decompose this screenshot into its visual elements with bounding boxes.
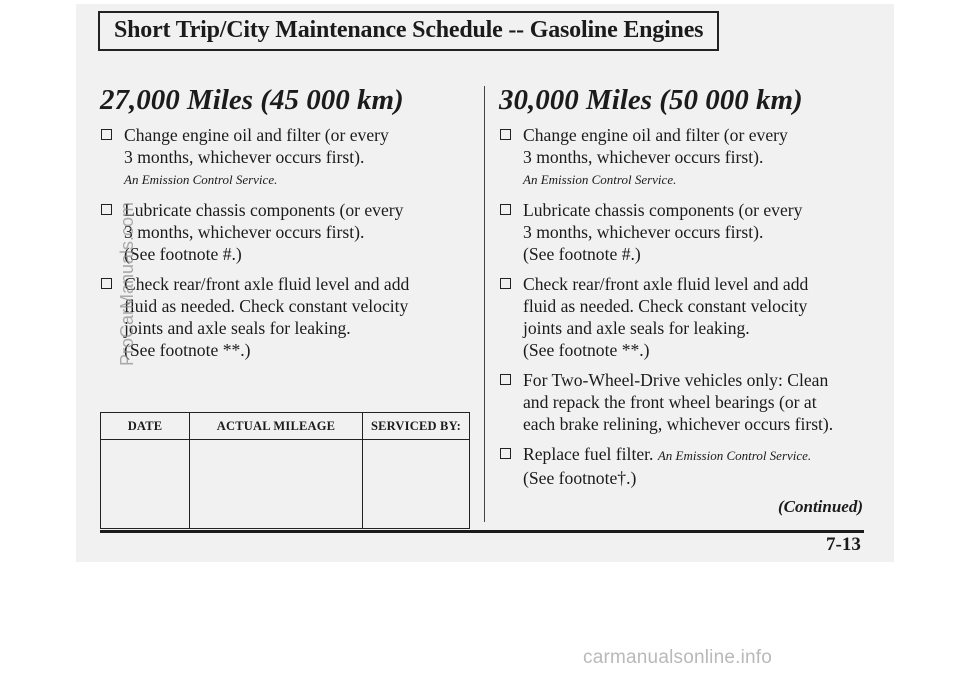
item-text: Change engine oil and filter (or every	[523, 125, 788, 145]
item-text: joints and axle seals for leaking.	[124, 318, 351, 338]
item-text: fluid as needed. Check constant velocity	[523, 296, 808, 316]
mileage-header: ACTUAL MILEAGE	[190, 413, 363, 440]
item-text: Lubricate chassis components (or every	[124, 200, 404, 220]
serviced-by-header: SERVICED BY:	[363, 413, 470, 440]
schedule-title: Short Trip/City Maintenance Schedule -- Gasoline Engines	[114, 17, 704, 43]
checkbox-icon[interactable]	[101, 204, 112, 215]
item-text: (See footnote†.)	[523, 468, 637, 488]
item-text: Lubricate chassis components (or every	[523, 200, 803, 220]
emission-note: An Emission Control Service.	[523, 172, 677, 187]
item-text: (See footnote #.)	[124, 244, 242, 264]
date-header: DATE	[101, 413, 190, 440]
item-text: Check rear/front axle fluid level and add	[523, 274, 809, 294]
item-text: (See footnote **.)	[523, 340, 650, 360]
schedule-header	[98, 11, 719, 51]
item-text: Replace fuel filter.	[523, 444, 654, 464]
item-text: 3 months, whichever occurs first).	[523, 147, 764, 167]
item-text: 3 months, whichever occurs first).	[124, 147, 365, 167]
service-item	[499, 369, 879, 435]
service-item	[100, 273, 472, 361]
left-service-list	[100, 124, 472, 369]
item-text: 3 months, whichever occurs first).	[523, 222, 764, 242]
checkbox-icon[interactable]	[500, 204, 511, 215]
item-text: (See footnote **.)	[124, 340, 251, 360]
continued-label: (Continued)	[778, 497, 864, 516]
item-text	[523, 443, 879, 467]
item-text: joints and axle seals for leaking.	[523, 318, 750, 338]
column-divider	[484, 86, 485, 522]
bottom-watermark: carmanualsonline.info	[583, 647, 773, 668]
emission-note: An Emission Control Service.	[657, 448, 812, 463]
service-item	[499, 443, 879, 489]
item-text: 3 months, whichever occurs first).	[124, 222, 365, 242]
item-text: (See footnote #.)	[523, 244, 641, 264]
service-record-table	[100, 412, 470, 529]
service-item	[499, 124, 879, 191]
item-text: Check rear/front axle fluid level and add	[124, 274, 410, 294]
right-service-list	[499, 124, 879, 497]
checkbox-icon[interactable]	[500, 278, 511, 289]
item-text: and repack the front wheel bearings (or at	[523, 392, 817, 412]
checkbox-icon[interactable]	[101, 129, 112, 140]
checkbox-icon[interactable]	[500, 129, 511, 140]
side-watermark: ProCarManuals.com	[117, 201, 137, 366]
service-item	[100, 199, 472, 265]
item-text: each brake relining, whichever occurs first).	[523, 414, 834, 434]
serviced-by-cell[interactable]	[363, 440, 470, 529]
emission-note: An Emission Control Service.	[124, 172, 278, 187]
mileage-cell[interactable]	[190, 440, 363, 529]
page-number: 7-13	[826, 534, 861, 555]
service-item	[100, 124, 472, 191]
table-row	[101, 440, 470, 529]
service-item	[499, 273, 879, 361]
footer-rule	[100, 530, 864, 533]
checkbox-icon[interactable]	[101, 278, 112, 289]
checkbox-icon[interactable]	[500, 374, 511, 385]
left-interval-title: 27,000 Miles (45 000 km)	[100, 84, 404, 116]
item-text: fluid as needed. Check constant velocity	[124, 296, 409, 316]
service-item	[499, 199, 879, 265]
item-text: For Two-Wheel-Drive vehicles only: Clean	[523, 370, 829, 390]
right-interval-title: 30,000 Miles (50 000 km)	[499, 84, 803, 116]
date-cell[interactable]	[101, 440, 190, 529]
checkbox-icon[interactable]	[500, 448, 511, 459]
item-text: Change engine oil and filter (or every	[124, 125, 389, 145]
